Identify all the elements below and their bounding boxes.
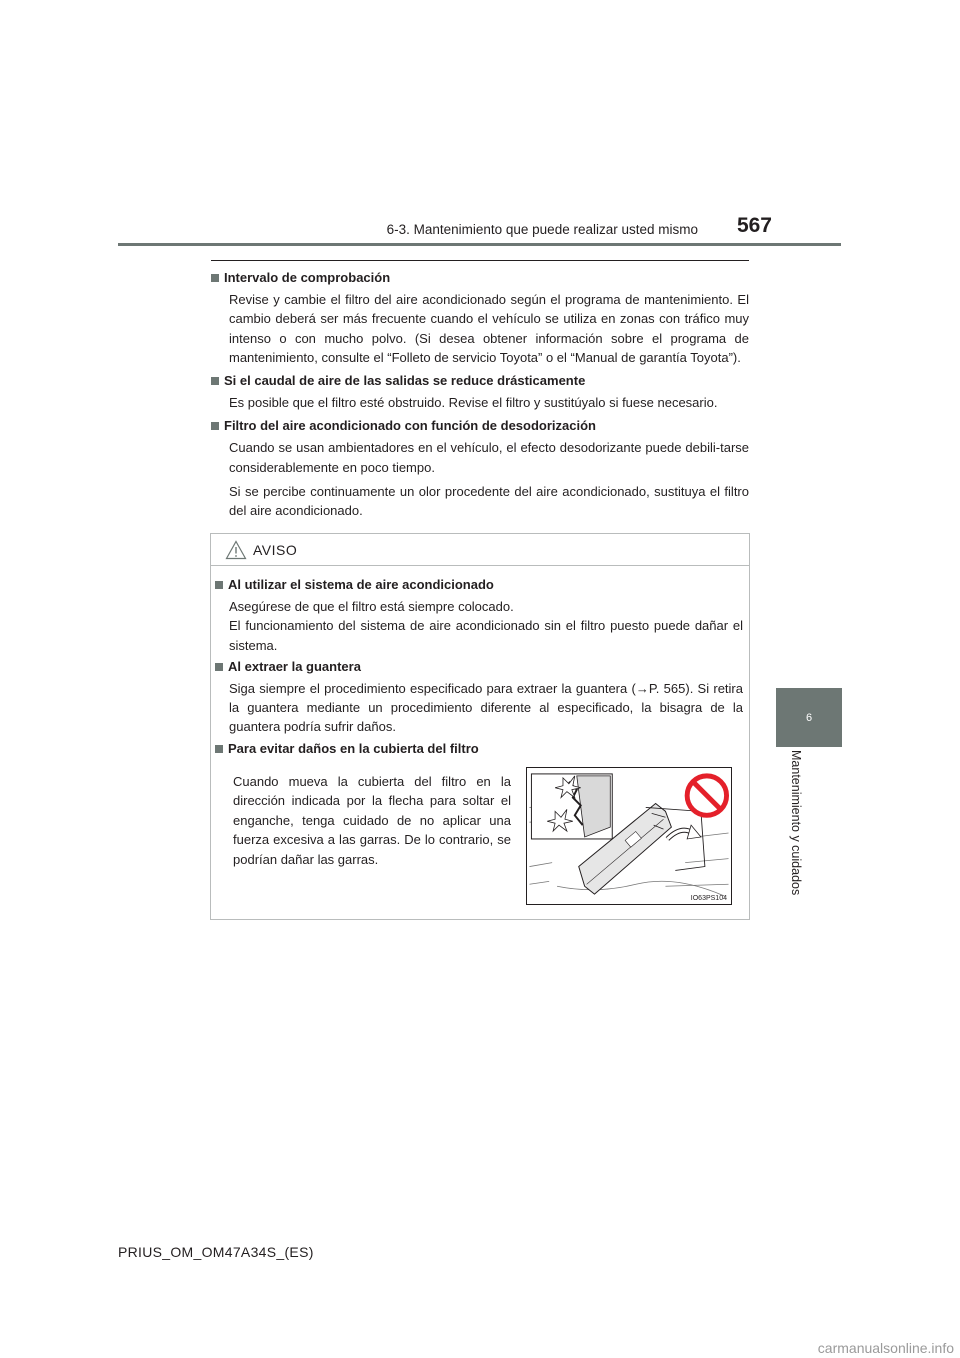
square-bullet-icon bbox=[215, 745, 223, 753]
warning-line: Asegúrese de que el filtro está siempre colocado. bbox=[229, 599, 514, 614]
page-header bbox=[0, 0, 960, 250]
warning-triangle-icon bbox=[225, 540, 247, 560]
warning-item-heading-text: Al extraer la guantera bbox=[228, 658, 361, 674]
warning-line: El funcionamiento del sistema de aire acondicionado sin el filtro puesto puede dañar el sistema. bbox=[229, 618, 743, 653]
content-rule bbox=[211, 260, 749, 261]
figure-code: IO63PS104 bbox=[690, 895, 727, 902]
warning-item-heading bbox=[215, 658, 743, 676]
header-rule bbox=[118, 243, 841, 246]
watermark bbox=[780, 1336, 960, 1358]
warning-box bbox=[210, 533, 750, 920]
square-bullet-icon bbox=[211, 377, 219, 385]
section-heading-text: Filtro del aire acondicionado con función de desodorización bbox=[224, 418, 596, 434]
page-number: 567 bbox=[736, 214, 772, 237]
warning-paragraph bbox=[229, 597, 743, 655]
section-heading-text: Si el caudal de aire de las salidas se reduce drásticamente bbox=[224, 373, 586, 389]
square-bullet-icon bbox=[211, 422, 219, 430]
warning-item-heading bbox=[215, 576, 743, 594]
warning-title: AVISO bbox=[253, 541, 298, 558]
watermark-text: carmanualsonline.info bbox=[817, 1340, 954, 1356]
warning-item-heading-text: Al utilizar el sistema de aire acondicionado bbox=[228, 577, 494, 592]
chapter-label bbox=[776, 750, 816, 910]
warning-item-heading-text: Para evitar daños en la cubierta del filtro bbox=[228, 740, 479, 756]
warning-item-heading bbox=[215, 740, 743, 758]
document-code: PRIUS_OM_OM47A34S_(ES) bbox=[118, 1244, 314, 1260]
section-heading bbox=[211, 417, 749, 435]
section-deodorizing-filter bbox=[211, 417, 749, 520]
square-bullet-icon bbox=[215, 581, 223, 589]
section-title: 6-3. Mantenimiento que puede realizar usted mismo bbox=[386, 222, 698, 237]
warning-paragraph: Cuando mueva la cubierta del filtro en la dirección indicada por la flecha para soltar el enganche, tenga cuidado de no aplicar una fuerza excesiva a las garras. De lo contrario, se podrían dañar las garras. bbox=[233, 773, 511, 867]
chapter-number: 6 bbox=[805, 711, 813, 724]
section-paragraph: Cuando se usan ambientadores en el vehículo, el efecto desodorizante puede debili-tarse considerablemente en poco tiempo. bbox=[229, 440, 749, 475]
section-paragraph: Si se percibe continuamente un olor procedente del aire acondicionado, sustituya el filtro del aire acondicionado. bbox=[229, 484, 749, 519]
warning-item bbox=[215, 658, 743, 737]
section-heading-text: Intervalo de comprobación bbox=[224, 270, 391, 285]
chapter-tab bbox=[776, 688, 842, 747]
chapter-label-text: Mantenimiento y cuidados bbox=[789, 750, 803, 896]
square-bullet-icon bbox=[211, 274, 219, 282]
section-heading bbox=[211, 269, 749, 287]
square-bullet-icon bbox=[215, 663, 223, 671]
section-paragraph: Revise y cambie el filtro del aire acondicionado según el programa de mantenimiento. El cambio deberá ser más frecuente cuando el vehículo se utiliza en zonas con tráfico muy intenso o con mucho polvo. (Si desea obtener información sobre el programa de mantenimiento, consulte el “Folleto de servicio Toyota” o el “Manual de garantía Toyota”). bbox=[229, 292, 749, 365]
section-heading bbox=[211, 372, 749, 390]
warning-item bbox=[215, 576, 743, 655]
section-check-interval bbox=[211, 269, 749, 367]
section-paragraph: Es posible que el filtro esté obstruido. Revise el filtro y sustitúyalo si fuese necesario. bbox=[229, 395, 718, 411]
main-content bbox=[211, 269, 749, 526]
filter-cover-illustration bbox=[526, 767, 732, 905]
warning-paragraph: Siga siempre el procedimiento especificado para extraer la guantera (→P. 565). Si retira la guantera mediante un procedimiento diferente al especificado, la bisagra de la guantera podría sufrir daños. bbox=[229, 680, 743, 735]
filter-cover-drawing bbox=[527, 768, 731, 904]
section-airflow-reduced bbox=[211, 372, 749, 412]
warning-header bbox=[211, 534, 749, 566]
